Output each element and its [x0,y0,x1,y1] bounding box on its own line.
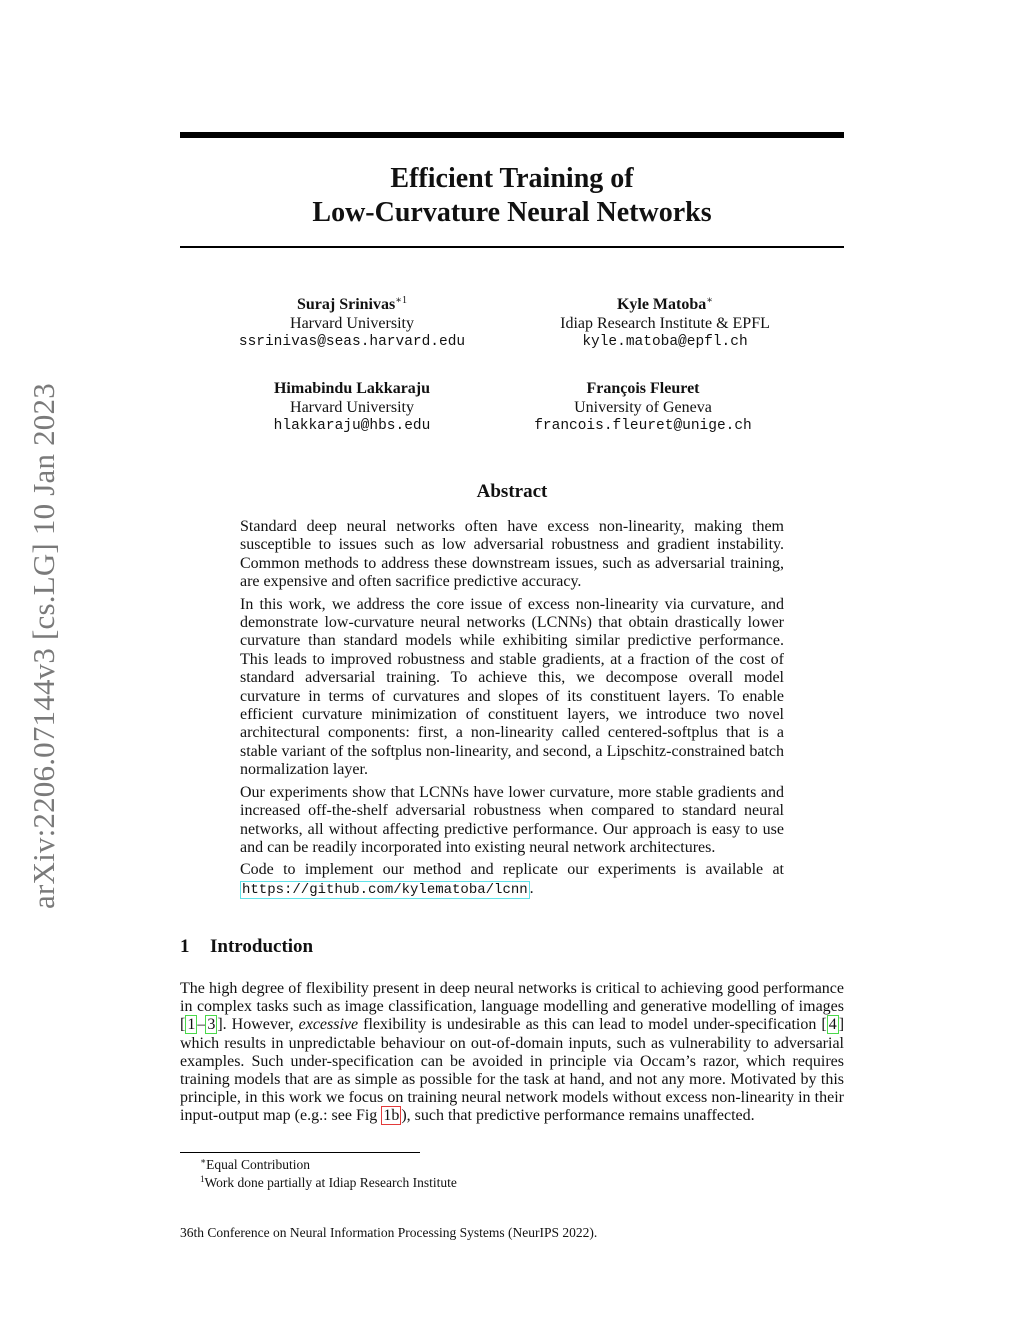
arxiv-identifier: arXiv:2206.07144v3 [cs.LG] 10 Jan 2023 [26,383,61,909]
author-affiliation: Harvard University [290,399,414,416]
title-line-2: Low-Curvature Neural Networks [312,197,712,228]
footnotes [200,1156,840,1192]
footnote-rule [180,1152,420,1153]
title-top-rule [180,132,844,138]
abstract-paragraph [240,861,784,899]
code-availability-text: Code to implement our method and replicate our experiments is available at [240,861,784,879]
emphasis: excessive [298,1016,359,1034]
footnote-mark: ∗ [200,1156,207,1166]
text-run: – [197,1016,206,1034]
section-number: 1 [180,936,190,957]
text-run: ] which results in unpredictable behaviour on out-of-domain inputs, such as vulnerability to adversarial examples. Such under-specification can be avoided in principle via Occam’s razor, which requires training models that are as simple as possible for the task at hand, and not any more. Motivated by this principle, in this work we focus on training neural network models without excess non-linearity in their input-output map (e.g.: see Fig [180,1016,845,1125]
author-affiliation: Harvard University [290,315,414,332]
abstract-paragraph: Our experiments show that LCNNs have lower curvature, more stable gradients and increased off-the-shelf adversarial robustness when compared to standard neural networks, all without affecting predictive performance. Our approach is easy to use and can be readily incorporated into existing neural network architectures. [240,783,784,856]
abstract-heading: Abstract [476,481,548,502]
figure-reference-link[interactable]: 1b [383,1107,400,1125]
section-heading [180,936,844,958]
abstract-paragraph: In this work, we address the core issue of excess non-linearity via curvature, and demonstrate low-curvature neural networks (LCNNs) that obtain drastically lower curvature than standard models while exhibiting similar predictive performance. This leads to improved robustness and stable gradients, at a fraction of the cost of standard adversarial training. To achieve this, we decompose overall model curvature in terms of curvatures and slopes of its constituent layers. To enable efficient curvature minimization of constituent layers, we introduce two novel architectural components: first, a non-linearity called centered-softplus that is a stable variant of the softplus non-linearity, and second, a Lipschitz-constrained batch normalization layer. [240,595,784,779]
title-bottom-rule [180,246,844,248]
author-name: Kyle Matoba [616,296,707,313]
venue-note: 36th Conference on Neural Information Processing Systems (NeurIPS 2022). [180,1225,598,1240]
citation-link[interactable]: 4 [828,1016,837,1034]
author-mark: ∗1 [395,295,408,306]
paper-title [180,162,844,230]
text-run: ), such that predictive performance remains unaffected. [401,1107,755,1125]
text-run: The high degree of flexibility present in deep neural networks is critical to achieving good performance in complex tasks such as image classification, language modelling and generative modelling of images [ [180,980,844,1034]
footnote [200,1174,840,1192]
section-title: Introduction [210,936,314,957]
footnote [200,1156,840,1174]
code-repository-link[interactable]: https://github.com/kylematoba/lcnn [242,881,528,898]
author-mark: ∗ [706,295,714,306]
footnote-text: Equal Contribution [206,1157,310,1172]
author-email[interactable]: kyle.matoba@epfl.ch [582,334,748,350]
title-line-1: Efficient Training of [390,163,634,194]
abstract-paragraph: Standard deep neural networks often have excess non-linearity, making them susceptible to issues such as low adversarial robustness and gradient instability. Common methods to address these downstream issues, such as adversarial training, are expensive and often sacrifice predictive accuracy. [240,518,784,591]
text-run: ]. However, [217,1016,299,1034]
footnote-mark: 1 [200,1174,205,1184]
author-block [493,379,793,436]
introduction-body [180,980,844,1126]
introduction-paragraph [180,980,844,1126]
footnote-text: Work done partially at Idiap Research Institute [204,1175,457,1190]
abstract-body [240,518,784,903]
citation-link[interactable]: 1 [187,1016,196,1034]
author-email[interactable]: francois.fleuret@unige.ch [534,418,752,434]
author-name: François Fleuret [586,380,700,397]
author-block [202,295,502,352]
author-email[interactable]: ssrinivas@seas.harvard.edu [238,334,466,350]
author-name: Himabindu Lakkaraju [273,380,431,397]
citation-link[interactable]: 3 [207,1016,216,1034]
text-run: flexibility is undesirable as this can lead to model under-specification [ [358,1016,827,1034]
author-name: Suraj Srinivas [296,296,396,313]
author-block [515,295,815,352]
author-affiliation: University of Geneva [574,399,712,416]
author-block [202,379,502,436]
period: . [529,879,534,897]
author-email[interactable]: hlakkaraju@hbs.edu [273,418,431,434]
author-affiliation: Idiap Research Institute & EPFL [560,315,770,332]
